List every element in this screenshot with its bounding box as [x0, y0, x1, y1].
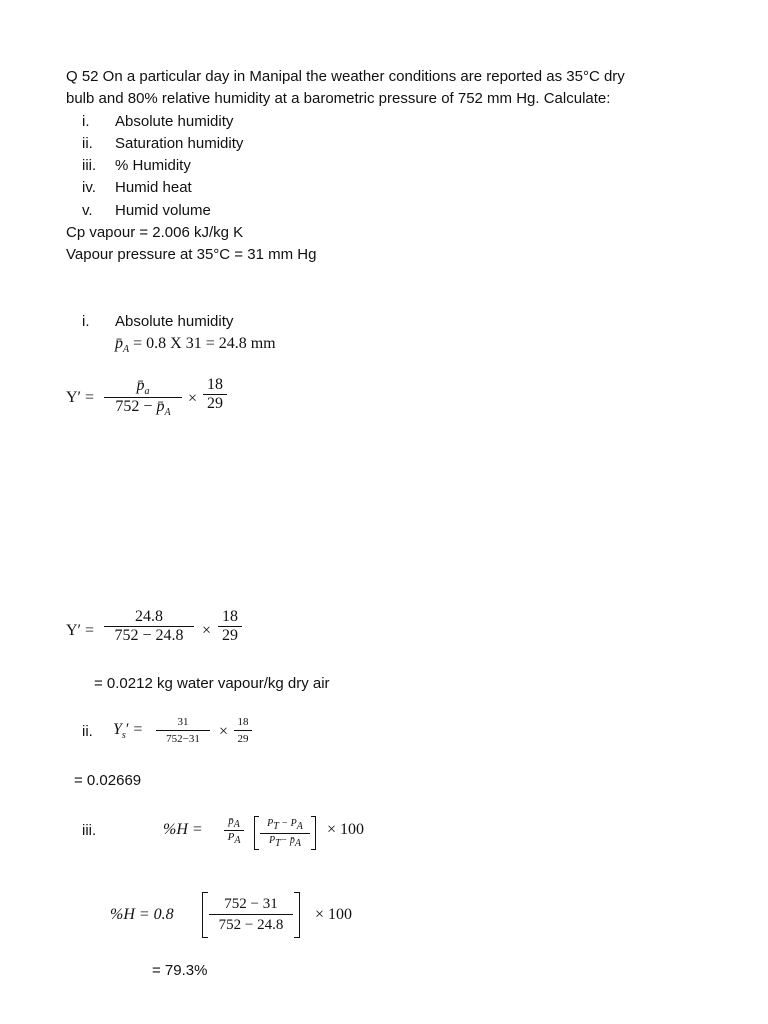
- fraction-denominator: 752 − 24.8: [104, 626, 194, 645]
- list-item-number: iv.: [82, 179, 96, 196]
- list-item-text: Humid volume: [115, 202, 211, 219]
- fraction-denominator: 752−31: [156, 730, 210, 745]
- fraction-numerator: 18: [222, 608, 238, 625]
- bracket-expression-symbolic: [254, 816, 316, 848]
- fraction-denominator: 752 − 24.8: [209, 914, 293, 935]
- fraction-numerator: 31: [177, 716, 189, 728]
- list-item-number: i.: [82, 113, 90, 130]
- fraction-18-29: [203, 376, 227, 413]
- list-item-number: ii.: [82, 135, 93, 152]
- part1-result: = 0.0212 kg water vapour/kg dry air: [94, 675, 330, 692]
- bracket-expression-numeric: [202, 892, 300, 938]
- percent-h-substituted-label: %H = 0.8: [110, 906, 174, 923]
- times-100: × 100: [327, 821, 365, 838]
- part3-result: = 79.3%: [152, 962, 208, 979]
- times-sign: ×: [202, 622, 212, 639]
- given-cp-vapour: Cp vapour = 2.006 kJ/kg K: [66, 224, 244, 241]
- fraction-numerator: 18: [207, 376, 223, 393]
- part3-number: iii.: [82, 822, 97, 839]
- ys-prime-label: $Y_s'$ =: [113, 721, 143, 742]
- fraction-pa-over-diff: [104, 377, 182, 418]
- part1-eq-rest: = 0.8 X 31 = 24.8 mm: [129, 335, 276, 352]
- fraction-denominator: 29: [218, 626, 242, 645]
- question-line-1: Q 52 On a particular day in Manipal the weather conditions are reported as 35°C dry: [66, 68, 625, 85]
- times-100: × 100: [315, 906, 353, 923]
- list-item-text: Absolute humidity: [115, 113, 234, 130]
- list-item-number: iii.: [82, 157, 97, 174]
- times-sign: ×: [188, 390, 198, 407]
- part1-title: Absolute humidity: [115, 313, 234, 330]
- percent-h-label: %H =: [163, 821, 203, 838]
- fraction-denominator: 29: [234, 730, 252, 745]
- fraction-numerator: $p̄_A$: [228, 815, 240, 831]
- fraction-numeric: [209, 894, 293, 935]
- y-prime-label: Y′ =: [66, 389, 95, 406]
- fraction-numerator: $P_T - P_A$: [267, 818, 303, 832]
- fraction-pressure-diff: [260, 817, 310, 850]
- list-item-number: v.: [82, 202, 93, 219]
- fraction-pa-ratio: [224, 815, 244, 846]
- fraction-numerator: $p̄_a$: [136, 377, 150, 398]
- part2-result: = 0.02669: [74, 772, 142, 789]
- list-item-text: % Humidity: [115, 157, 191, 174]
- fraction-denominator: 29: [203, 394, 227, 413]
- fraction-numerator: 18: [237, 716, 249, 728]
- fraction-denominator: $752 - p̄_A$: [104, 397, 182, 418]
- question-line-2: bulb and 80% relative humidity at a barometric pressure of 752 mm Hg. Calculate:: [66, 90, 611, 107]
- times-sign: ×: [219, 723, 229, 740]
- given-vapour-pressure: Vapour pressure at 35°C = 31 mm Hg: [66, 246, 317, 263]
- y-prime-label: Y′ =: [66, 622, 95, 639]
- fraction-18-29: [218, 608, 242, 645]
- list-item-text: Saturation humidity: [115, 135, 244, 152]
- list-item-text: Humid heat: [115, 179, 192, 196]
- fraction-18-29-small: [234, 716, 252, 745]
- part1-number: i.: [82, 313, 90, 330]
- part2-number: ii.: [82, 723, 93, 740]
- fraction-denominator: $P_A$: [224, 830, 244, 846]
- fraction-saturation: [156, 716, 210, 745]
- fraction-denominator: $P_T-$ $p̄_A$: [260, 833, 310, 850]
- fraction-numerator: 24.8: [135, 608, 163, 625]
- fraction-numerator: 752 − 31: [224, 896, 278, 912]
- fraction-substituted: [104, 608, 194, 645]
- part1-partial-pressure-eq: $p̄_A = 0.8$ X 31 = 24.8 mm: [115, 335, 276, 356]
